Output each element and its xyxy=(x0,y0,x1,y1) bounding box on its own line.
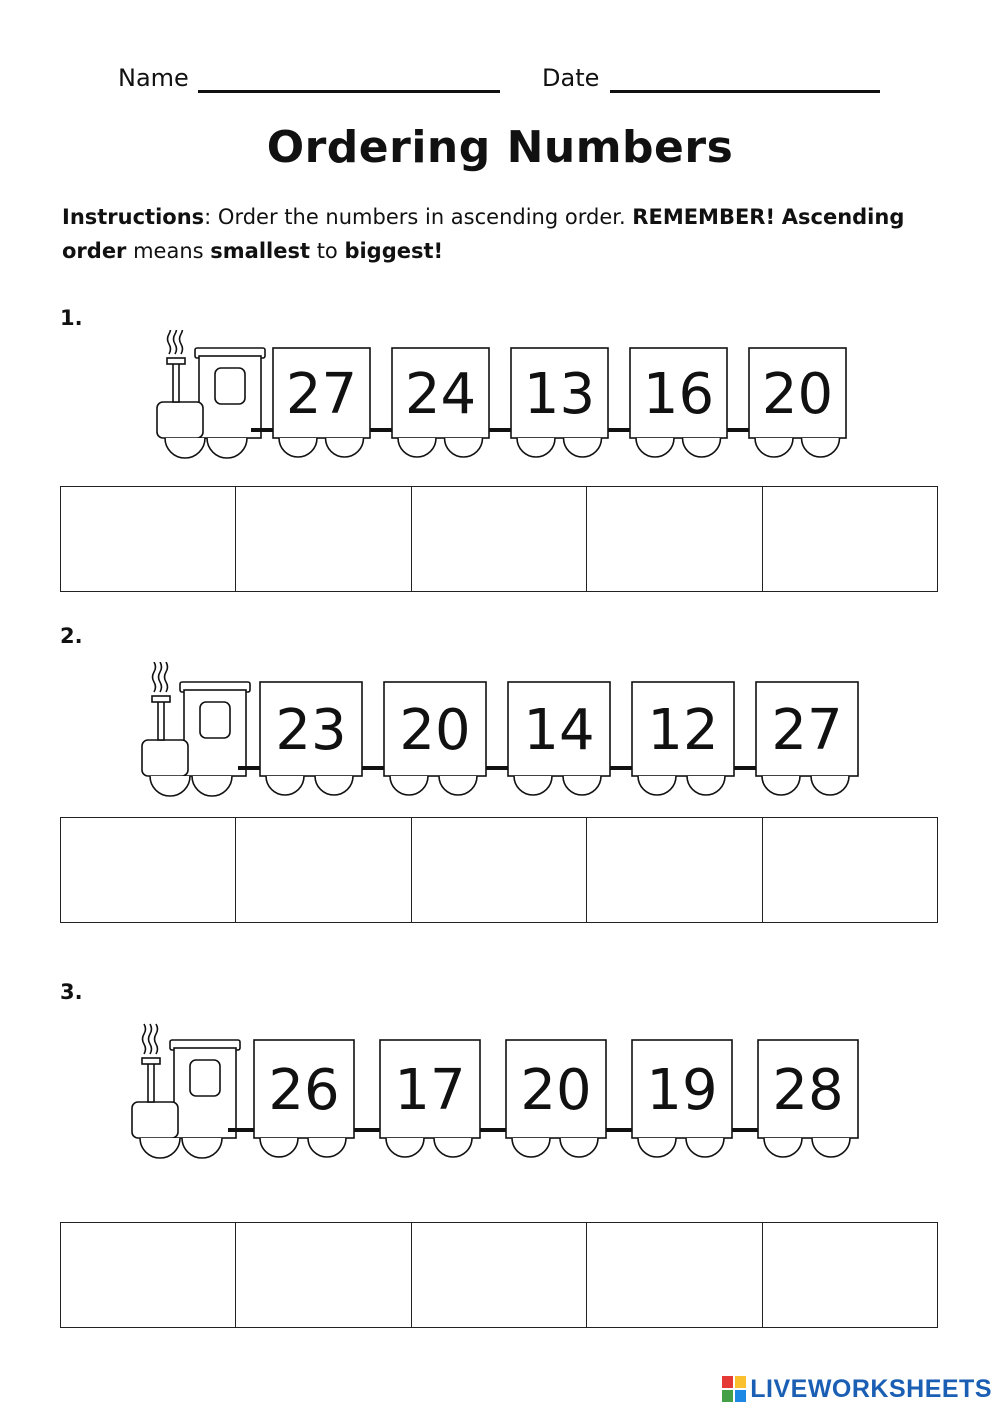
train-car xyxy=(254,1040,354,1157)
instructions-to: to xyxy=(310,239,345,263)
instructions-remember: REMEMBER! xyxy=(632,205,776,229)
train-car-number: 23 xyxy=(275,698,347,763)
instructions-means: means xyxy=(126,239,211,263)
train-car-number: 20 xyxy=(520,1058,592,1123)
answer-box[interactable] xyxy=(236,1223,411,1327)
question-3-answer-row xyxy=(60,1222,938,1328)
page-title: Ordering Numbers xyxy=(266,122,734,173)
answer-box[interactable] xyxy=(763,487,937,591)
instructions-label: Instructions xyxy=(62,205,205,229)
train-engine-icon xyxy=(157,330,265,458)
train-car-number: 14 xyxy=(523,698,595,763)
date-input-line[interactable] xyxy=(610,90,880,93)
train-car-number: 17 xyxy=(394,1058,466,1123)
train-engine-icon xyxy=(142,662,250,796)
train-car-number: 12 xyxy=(647,698,719,763)
question-1-train xyxy=(155,330,878,480)
question-1-answer-row xyxy=(60,486,938,592)
train-car-number: 27 xyxy=(771,698,843,763)
train-car xyxy=(380,1040,480,1157)
answer-box[interactable] xyxy=(763,818,937,922)
answer-box[interactable] xyxy=(236,487,411,591)
train-svg xyxy=(130,1020,894,1180)
train-car xyxy=(384,682,486,795)
train-car xyxy=(273,348,370,457)
answer-box[interactable] xyxy=(412,818,587,922)
question-3-label: 3. xyxy=(60,980,83,1004)
name-input-line[interactable] xyxy=(198,90,500,93)
answer-box[interactable] xyxy=(61,818,236,922)
train-car xyxy=(511,348,608,457)
train-car xyxy=(506,1040,606,1157)
question-2-label: 2. xyxy=(60,624,83,648)
train-car xyxy=(632,1040,732,1157)
name-label: Name xyxy=(118,64,189,92)
train-car-number: 13 xyxy=(523,362,596,427)
train-car-number: 27 xyxy=(285,362,358,427)
train-car-number: 28 xyxy=(772,1058,844,1123)
train-car xyxy=(756,682,858,795)
train-car xyxy=(260,682,362,795)
train-car-number: 26 xyxy=(268,1058,340,1123)
question-2-train xyxy=(140,662,890,818)
train-svg xyxy=(140,662,890,818)
liveworksheets-logo-icon xyxy=(722,1376,746,1402)
question-2-answer-row xyxy=(60,817,938,923)
instructions-biggest: biggest! xyxy=(344,239,444,263)
answer-box[interactable] xyxy=(236,818,411,922)
train-car-number: 19 xyxy=(646,1058,718,1123)
instructions-text: : Order the numbers in ascending order. xyxy=(204,205,633,229)
question-3-train xyxy=(130,1020,894,1180)
train-car xyxy=(392,348,489,457)
train-car-number: 20 xyxy=(399,698,471,763)
brand-text: LIVEWORKSHEETS xyxy=(750,1374,992,1403)
liveworksheets-brand xyxy=(722,1371,992,1407)
instructions-ascending-order: Ascending order xyxy=(62,205,905,263)
answer-box[interactable] xyxy=(587,818,762,922)
train-car xyxy=(749,348,846,457)
train-car-number: 24 xyxy=(404,362,477,427)
header-row xyxy=(0,60,1000,100)
train-car-number: 20 xyxy=(761,362,834,427)
answer-box[interactable] xyxy=(412,487,587,591)
train-car xyxy=(758,1040,858,1157)
answer-box[interactable] xyxy=(763,1223,937,1327)
instructions xyxy=(62,200,942,268)
train-car xyxy=(508,682,610,795)
answer-box[interactable] xyxy=(61,487,236,591)
train-car xyxy=(630,348,727,457)
answer-box[interactable] xyxy=(587,1223,762,1327)
answer-box[interactable] xyxy=(587,487,762,591)
instructions-smallest: smallest xyxy=(210,239,311,263)
train-car xyxy=(632,682,734,795)
date-label: Date xyxy=(542,64,600,92)
question-1-label: 1. xyxy=(60,306,83,330)
train-svg xyxy=(155,330,878,480)
answer-box[interactable] xyxy=(412,1223,587,1327)
train-car-number: 16 xyxy=(642,362,715,427)
answer-box[interactable] xyxy=(61,1223,236,1327)
train-engine-icon xyxy=(132,1024,240,1158)
